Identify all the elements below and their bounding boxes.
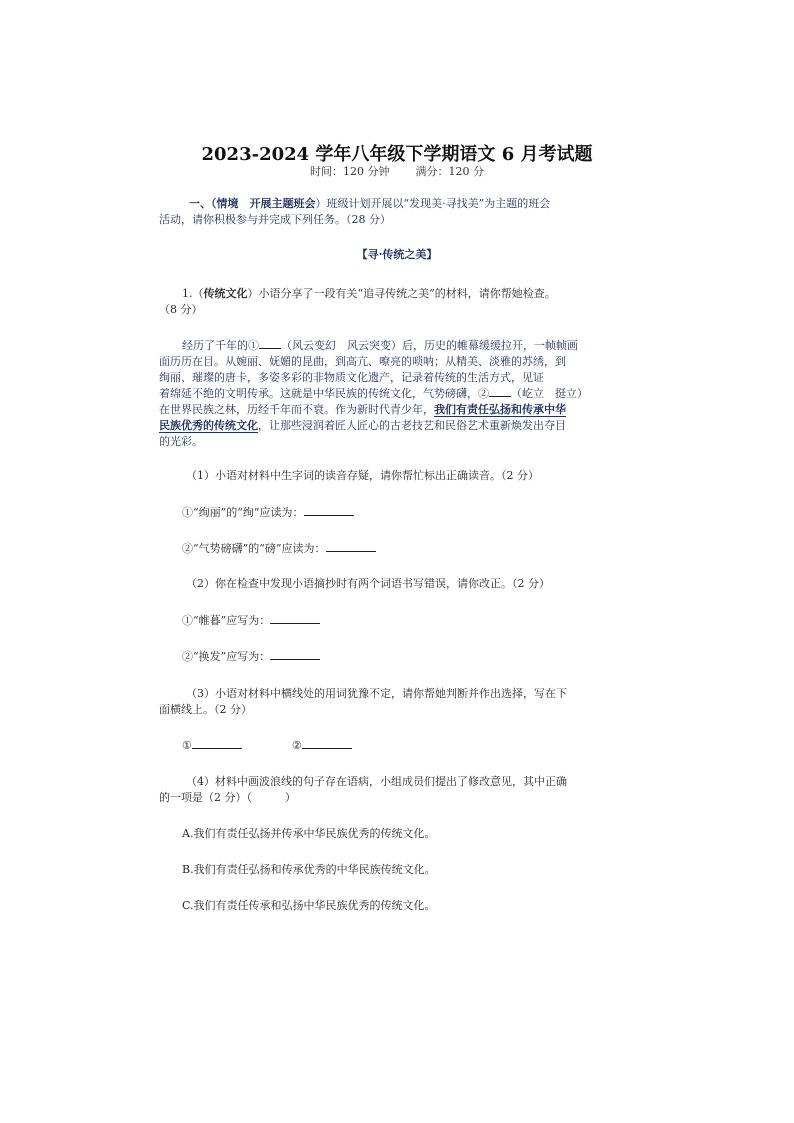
passage-blank-2[interactable] xyxy=(489,384,511,397)
exam-time: 时间：120 分钟 xyxy=(310,165,390,178)
sub4-option-a[interactable]: A.我们有责任弘扬并传承中华民族优秀的传统文化。 xyxy=(182,827,436,840)
sub4-line2: 的一项是（2 分）（ ） xyxy=(159,791,296,804)
sub3-a-label: ① xyxy=(182,739,192,752)
sub3-a-blank[interactable] xyxy=(192,736,242,749)
sub3-line2: 面横线上。（2 分） xyxy=(159,703,252,716)
sub1-a-label: ①“绚丽”的“绚”应读为： xyxy=(182,506,304,519)
sub1-b-blank[interactable] xyxy=(326,539,376,552)
sub4-option-b[interactable]: B.我们有责任弘扬和传承优秀的中华民族传统文化。 xyxy=(182,863,436,876)
q1-num: 1.（ xyxy=(182,287,204,300)
passage-l1a: 经历了千年的① xyxy=(182,339,259,352)
sub3-answers xyxy=(182,736,352,756)
passage-line7: 的光彩。 xyxy=(159,435,203,448)
passage-wavy-part1: 我们有责任弘扬和传承中华 xyxy=(434,403,566,416)
passage-blank-1[interactable] xyxy=(259,336,281,349)
sub3-line1: （3）小语对材料中横线处的用词犹豫不定，请你帮她判断并作出选择，写在下 xyxy=(186,687,567,700)
sub3-b-label: ② xyxy=(291,739,302,752)
exam-meta xyxy=(0,163,794,179)
sub4-line1: （4）材料中画波浪线的句子存在语病，小组成员们提出了修改意见，其中正确 xyxy=(186,775,567,788)
sub1-a-blank[interactable] xyxy=(304,503,354,516)
q1-tag: 传统文化 xyxy=(203,287,248,300)
passage-line2: 面历历在目。从婉丽、妩媚的昆曲，到高亢、嘹亮的唢呐；从精美、淡雅的苏绣，到 xyxy=(159,355,566,368)
sub2-item-b xyxy=(182,647,320,667)
sub2-a-blank[interactable] xyxy=(270,611,320,624)
passage-l5a: 在世界民族之林，历经千年而不衰。作为新时代青少年， xyxy=(159,403,434,416)
passage-wavy-part2: 民族优秀的传统文化 xyxy=(159,419,258,432)
exam-title: 2023-2024 学年八年级下学期语文 6 月考试题 xyxy=(201,144,593,165)
part1-line2: 活动，请你积极参与并完成下列任务。（28 分） xyxy=(159,213,391,226)
sub2-b-blank[interactable] xyxy=(270,647,320,660)
sub2-item-a xyxy=(182,611,320,631)
part1-prefix: 一、（ xyxy=(189,197,217,210)
part1-tag: 情境 开展主题班会 xyxy=(216,197,316,210)
passage-l4a: 着绵延不绝的文明传承。这就是中华民族的传统文化，气势磅礴，② xyxy=(159,387,489,400)
exam-score: 满分：120 分 xyxy=(415,165,484,178)
sub1-stem: （1）小语对材料中生字词的读音存疑，请你帮忙标出正确读音。（2 分） xyxy=(186,469,539,482)
passage-l4b: （屹立 挺立） xyxy=(511,387,588,400)
q1-line2: （8 分） xyxy=(159,303,203,316)
passage-l1b: （风云变幻 风云突变）后，历史的帷幕缓缓拉开，一帧帧画 xyxy=(281,339,578,352)
sub1-b-label: ②“气势磅礴”的“磅”应读为： xyxy=(182,542,326,555)
passage-l6b: ，让那些浸润着匠人匠心的古老技艺和民俗艺术重新焕发出夺目 xyxy=(258,419,566,432)
sub1-item-b xyxy=(182,539,376,559)
sub4-option-c[interactable]: C.我们有责任传承和弘扬中华民族优秀的传统文化。 xyxy=(182,899,436,912)
part1-line1-rest: ）班级计划开展以“发现美·寻找美”为主题的班会 xyxy=(315,197,551,210)
sub1-item-a xyxy=(182,503,354,523)
passage-line3: 绚丽、璀璨的唐卡，多姿多彩的非物质文化遗产，记录着传统的生活方式，见证 xyxy=(159,371,544,384)
sub3-b-blank[interactable] xyxy=(302,736,352,749)
sub2-stem: （2）你在检查中发现小语摘抄时有两个词语书写错误，请你改正。（2 分） xyxy=(186,577,550,590)
section-title: 【寻·传统之美】 xyxy=(356,248,438,261)
q1-line1 xyxy=(182,284,556,304)
q1-line1-rest: ）小语分享了一段有关“追寻传统之美”的材料，请你帮她检查。 xyxy=(247,287,556,300)
passage-line6 xyxy=(159,416,566,436)
sub2-a-label: ①“帷暮”应写为： xyxy=(182,614,271,627)
sub2-b-label: ②“换发”应写为： xyxy=(182,650,271,663)
